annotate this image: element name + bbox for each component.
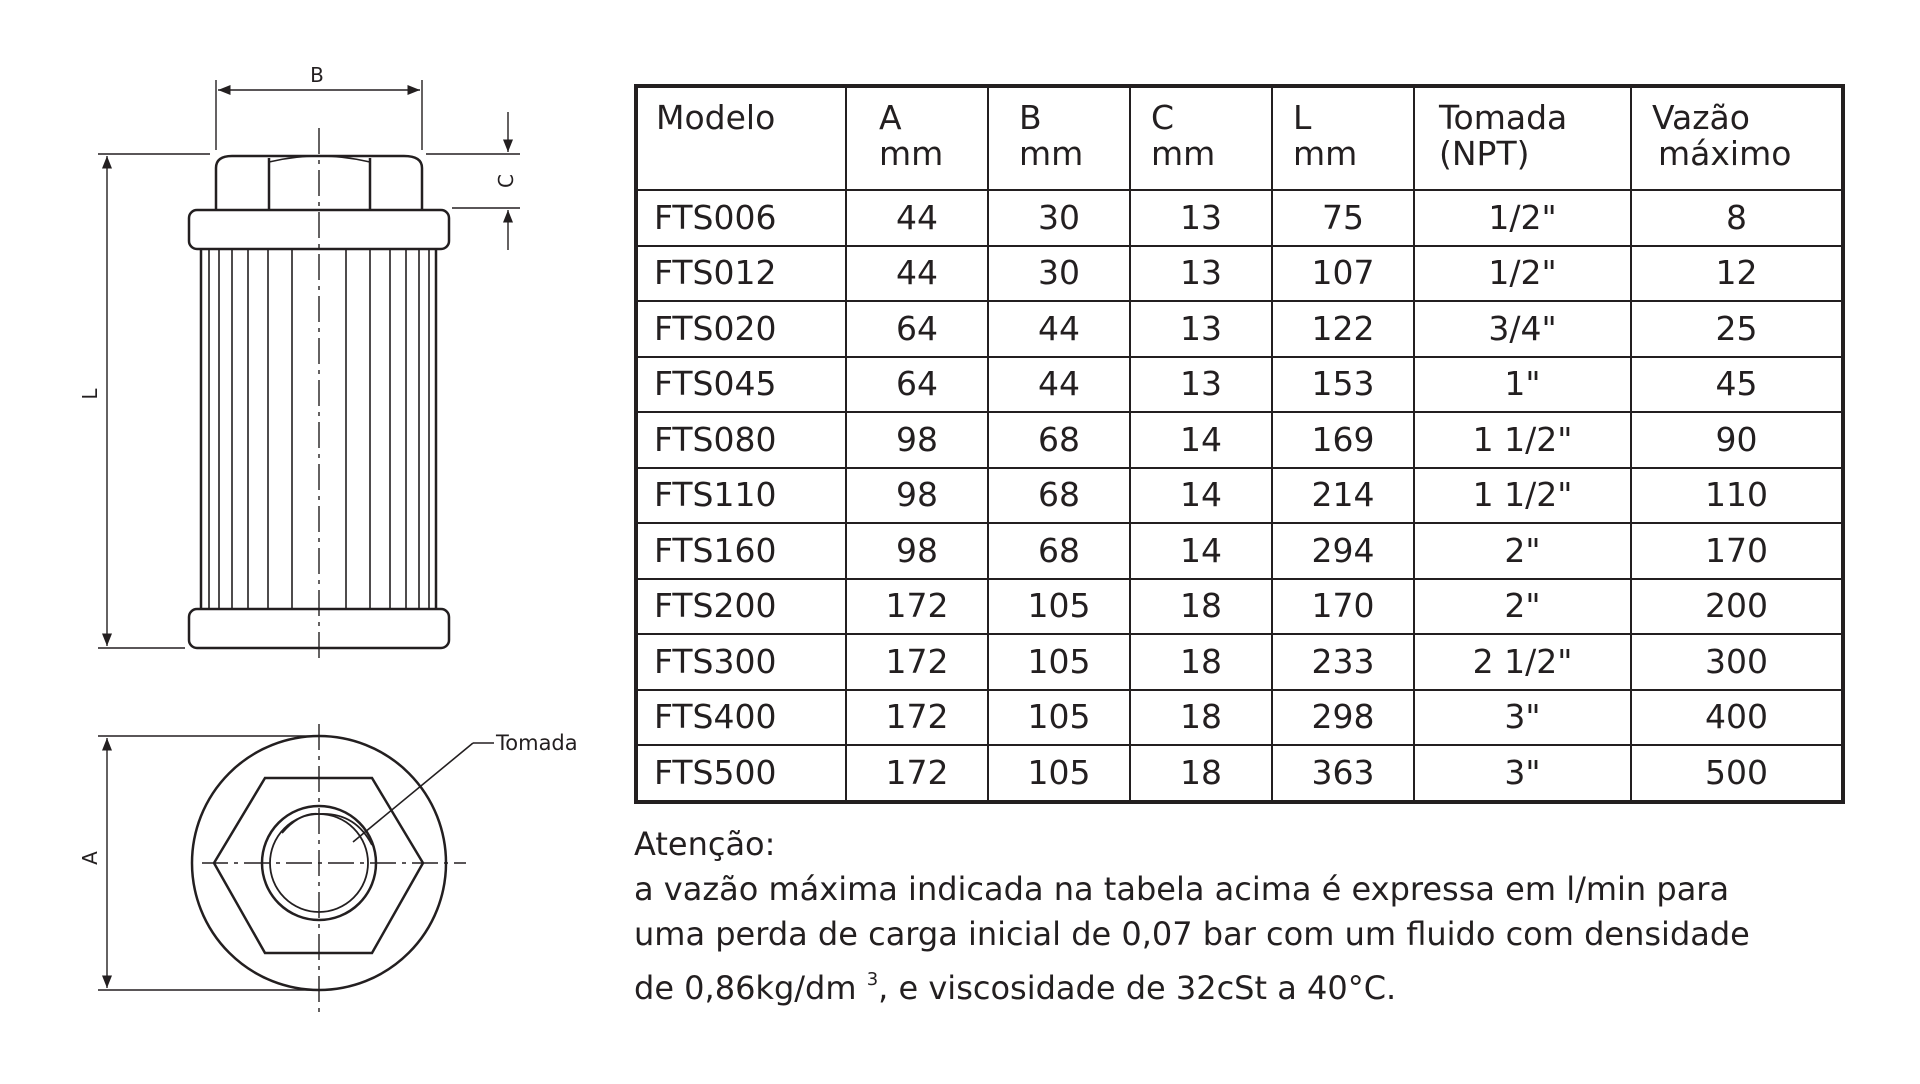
attention-note	[634, 822, 1894, 1011]
cell-c: 14	[1130, 523, 1272, 579]
cell-vazao: 500	[1631, 745, 1843, 802]
cell-c: 18	[1130, 634, 1272, 690]
column-header-vazao: Vazão máximo	[1631, 86, 1843, 190]
dimension-label-l: L	[78, 388, 102, 400]
cell-vazao: 200	[1631, 579, 1843, 635]
cell-c: 13	[1130, 357, 1272, 413]
cell-tomada: 3"	[1414, 745, 1631, 802]
table-header-row	[636, 86, 1843, 190]
cell-b: 68	[988, 468, 1130, 524]
table-row	[636, 523, 1843, 579]
cell-c: 18	[1130, 690, 1272, 746]
cell-l: 294	[1272, 523, 1414, 579]
cell-b: 44	[988, 357, 1130, 413]
cell-a: 44	[846, 246, 988, 302]
column-header-modelo: Modelo	[636, 86, 846, 190]
cell-c: 18	[1130, 745, 1272, 802]
cell-c: 13	[1130, 190, 1272, 246]
column-header-l: L mm	[1272, 86, 1414, 190]
note-line-3-end: , e viscosidade de 32cSt a 40°C.	[878, 969, 1397, 1007]
note-superscript: 3	[866, 969, 879, 990]
cell-vazao: 90	[1631, 412, 1843, 468]
cell-b: 68	[988, 523, 1130, 579]
cell-vazao: 300	[1631, 634, 1843, 690]
cell-modelo: FTS012	[636, 246, 846, 302]
cell-b: 68	[988, 412, 1130, 468]
table-row	[636, 690, 1843, 746]
note-line-2: uma perda de carga inicial de 0,07 bar com um fluido com densidade	[634, 915, 1750, 953]
table-row	[636, 468, 1843, 524]
cell-l: 122	[1272, 301, 1414, 357]
cell-c: 13	[1130, 246, 1272, 302]
cell-b: 30	[988, 246, 1130, 302]
cell-modelo: FTS045	[636, 357, 846, 413]
note-line-3-start: de 0,86kg/dm	[634, 969, 857, 1007]
cell-modelo: FTS110	[636, 468, 846, 524]
cell-l: 170	[1272, 579, 1414, 635]
table-row	[636, 412, 1843, 468]
top-view	[98, 724, 494, 1012]
cell-modelo: FTS020	[636, 301, 846, 357]
cell-modelo: FTS400	[636, 690, 846, 746]
cell-vazao: 110	[1631, 468, 1843, 524]
cell-tomada: 1"	[1414, 357, 1631, 413]
cell-b: 30	[988, 190, 1130, 246]
cell-a: 98	[846, 523, 988, 579]
cell-modelo: FTS080	[636, 412, 846, 468]
cell-vazao: 12	[1631, 246, 1843, 302]
note-title: Atenção:	[634, 825, 776, 863]
cell-c: 18	[1130, 579, 1272, 635]
note-line-3	[634, 957, 1894, 1011]
cell-modelo: FTS160	[636, 523, 846, 579]
dimension-label-c: C	[494, 174, 518, 188]
table-row	[636, 246, 1843, 302]
cell-a: 44	[846, 190, 988, 246]
cell-a: 64	[846, 357, 988, 413]
cell-a: 172	[846, 690, 988, 746]
column-header-b: B mm	[988, 86, 1130, 190]
cell-tomada: 2"	[1414, 523, 1631, 579]
cell-a: 98	[846, 412, 988, 468]
table-row	[636, 357, 1843, 413]
cell-a: 172	[846, 634, 988, 690]
cell-c: 13	[1130, 301, 1272, 357]
cell-tomada: 1/2"	[1414, 190, 1631, 246]
table-row	[636, 301, 1843, 357]
table-row	[636, 745, 1843, 802]
cell-tomada: 2 1/2"	[1414, 634, 1631, 690]
column-header-a: A mm	[846, 86, 988, 190]
filter-technical-drawing	[0, 0, 600, 1080]
cell-c: 14	[1130, 412, 1272, 468]
cell-l: 233	[1272, 634, 1414, 690]
cell-tomada: 1 1/2"	[1414, 468, 1631, 524]
cell-b: 105	[988, 690, 1130, 746]
dimension-label-b: B	[310, 63, 324, 87]
cell-vazao: 25	[1631, 301, 1843, 357]
column-header-tomada: Tomada (NPT)	[1414, 86, 1631, 190]
cell-l: 298	[1272, 690, 1414, 746]
cell-l: 107	[1272, 246, 1414, 302]
column-header-c: C mm	[1130, 86, 1272, 190]
table-row	[636, 190, 1843, 246]
cell-l: 75	[1272, 190, 1414, 246]
side-view	[98, 80, 520, 664]
table-row	[636, 579, 1843, 635]
cell-b: 105	[988, 579, 1130, 635]
cell-l: 363	[1272, 745, 1414, 802]
callout-tomada: Tomada	[496, 731, 578, 755]
cell-tomada: 2"	[1414, 579, 1631, 635]
cell-c: 14	[1130, 468, 1272, 524]
cell-tomada: 1/2"	[1414, 246, 1631, 302]
cell-modelo: FTS300	[636, 634, 846, 690]
cell-b: 105	[988, 634, 1130, 690]
cell-a: 172	[846, 745, 988, 802]
cell-vazao: 45	[1631, 357, 1843, 413]
cell-vazao: 8	[1631, 190, 1843, 246]
cell-modelo: FTS500	[636, 745, 846, 802]
cell-modelo: FTS006	[636, 190, 846, 246]
spec-table	[634, 84, 1845, 804]
cell-b: 105	[988, 745, 1130, 802]
cell-b: 44	[988, 301, 1130, 357]
cell-modelo: FTS200	[636, 579, 846, 635]
cell-l: 153	[1272, 357, 1414, 413]
cell-a: 172	[846, 579, 988, 635]
cell-tomada: 1 1/2"	[1414, 412, 1631, 468]
cell-a: 64	[846, 301, 988, 357]
cell-tomada: 3"	[1414, 690, 1631, 746]
table-row	[636, 634, 1843, 690]
cell-l: 169	[1272, 412, 1414, 468]
dimension-label-a: A	[78, 851, 102, 865]
cell-l: 214	[1272, 468, 1414, 524]
cell-a: 98	[846, 468, 988, 524]
note-line-1: a vazão máxima indicada na tabela acima é expressa em l/min para	[634, 870, 1730, 908]
cell-tomada: 3/4"	[1414, 301, 1631, 357]
cell-vazao: 170	[1631, 523, 1843, 579]
cell-vazao: 400	[1631, 690, 1843, 746]
